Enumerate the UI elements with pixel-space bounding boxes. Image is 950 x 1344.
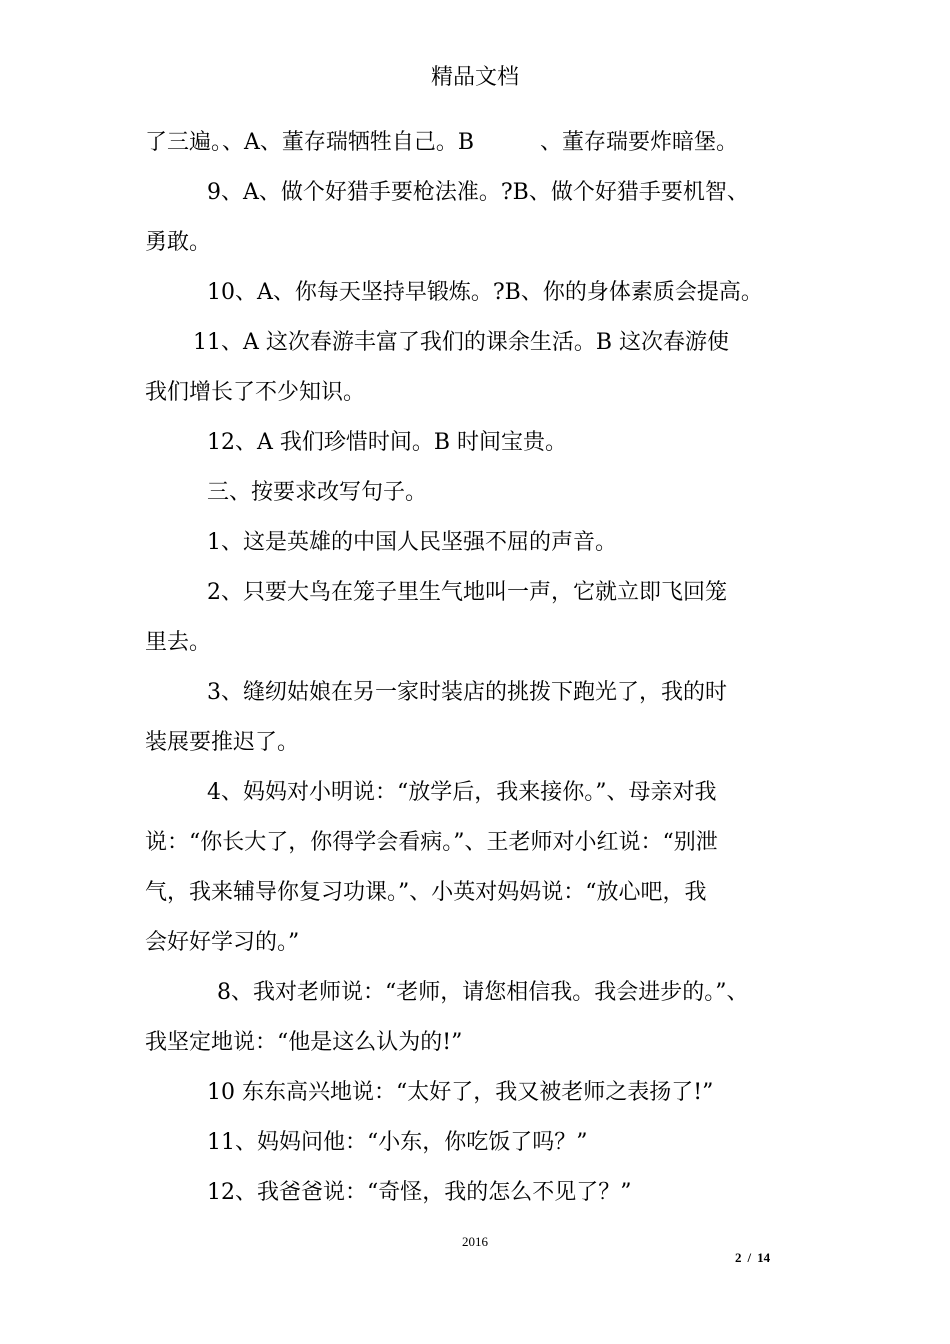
document-body [145, 118, 813, 1218]
text-line: 12、A 我们珍惜时间。B 时间宝贵。 [207, 430, 568, 455]
text-line: 12、我爸爸说：“奇怪，我的怎么不见了？” [207, 1180, 632, 1205]
text-line: 气，我来辅导你复习功课。”、小英对妈妈说：“放心吧，我 [145, 880, 707, 905]
text-line: 会好好学习的。” [145, 930, 300, 955]
text-line: 装展要推迟了。 [145, 730, 300, 755]
page-number [735, 1250, 770, 1266]
text-line: 说：“你长大了，你得学会看病。”、王老师对小红说：“别泄 [145, 830, 718, 855]
page-header-title: 精品文档 [430, 65, 519, 90]
text-line: 勇敢。 [145, 230, 212, 255]
footer-year: 2016 [462, 1234, 488, 1249]
text-line: 1、这是英雄的中国人民坚强不屈的声音。 [207, 530, 617, 555]
text-line: 2、只要大鸟在笼子里生气地叫一声，它就立即飞回笼 [207, 580, 727, 605]
text-line: 4、妈妈对小明说：“放学后，我来接你。”、母亲对我 [207, 780, 717, 805]
page-total: 14 [757, 1250, 771, 1265]
text-line: 8、我对老师说：“老师，请您相信我。我会进步的。”、 [217, 980, 749, 1005]
text-line: 10、A、你每天坚持早锻炼。?B、你的身体素质会提高。 [207, 280, 763, 305]
text-line: 3、缝纫姑娘在另一家时装店的挑拨下跑光了，我的时 [207, 680, 727, 705]
text-line: 我坚定地说：“他是这么认为的!” [145, 1030, 463, 1055]
text-line: 里去。 [145, 630, 212, 655]
page-separator: / [747, 1250, 752, 1265]
text-line: 了三遍。、A、董存瑞牺牲自己。B 、董存瑞要炸暗堡。 [145, 130, 739, 155]
text-line: 9、A、做个好猎手要枪法准。?B、做个好猎手要机智、 [207, 180, 749, 205]
text-line: 11、妈妈问他：“小东，你吃饭了吗？” [207, 1130, 588, 1155]
text-line: 11、A 这次春游丰富了我们的课余生活。B 这次春游使 [193, 330, 730, 355]
page-current: 2 [735, 1250, 742, 1265]
text-line: 我们增长了不少知识。 [145, 380, 366, 405]
section-heading: 三、按要求改写句子。 [207, 480, 428, 505]
text-line: 10 东东高兴地说：“太好了，我又被老师之表扬了!” [207, 1080, 714, 1105]
